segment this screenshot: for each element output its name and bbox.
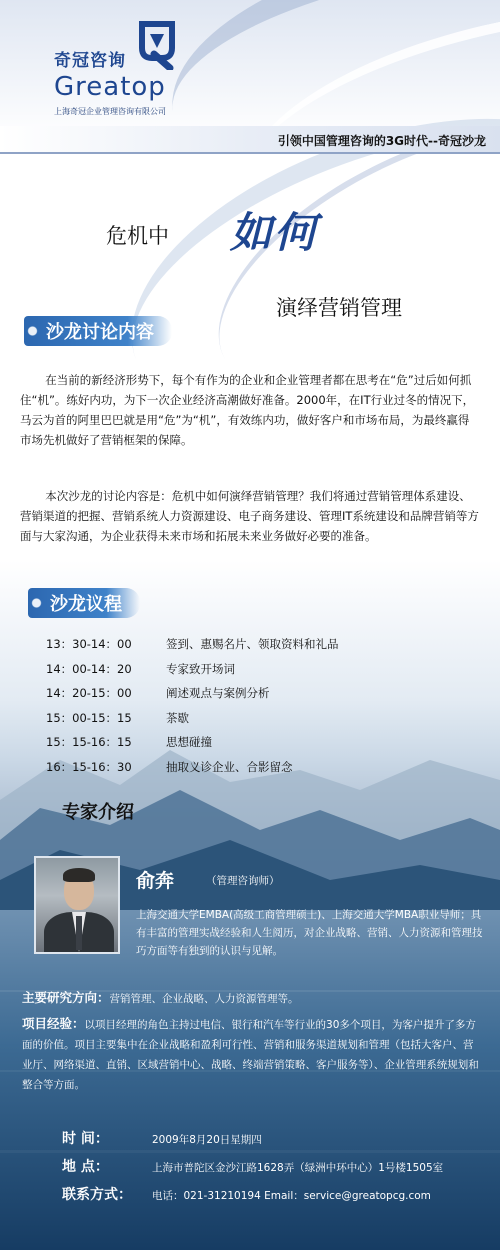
research-direction [22,988,482,1009]
contact-label: 联系方式： [62,1187,132,1203]
agenda-time: 16：15-16：30 [46,759,132,774]
agenda-item: 签到、惠赐名片、领取资料和礼品 [166,637,339,651]
agenda-time: 13：30-14：00 [46,637,132,651]
contact-value: 电话：021-31210194 Email：service@greatopcg.com [152,1190,431,1202]
project-experience [22,1014,482,1095]
expert-role: （管理咨询师） [206,875,280,887]
time-value: 2009年8月20日星期四 [152,1134,262,1146]
project-label: 项目经验： [22,1016,85,1031]
company-logo [54,20,184,116]
agenda-item: 抽取义诊企业、合影留念 [166,759,293,774]
section-title-agenda: 沙龙议程 [28,588,140,618]
agenda-item: 专家致开场词 [166,661,235,676]
agenda-list [46,636,466,783]
agenda-item: 茶歇 [166,710,189,725]
agenda-time: 14：00-14：20 [46,661,132,676]
headline-part3: 演绎营销管理 [276,296,402,320]
time-label: 时 间： [62,1131,109,1147]
agenda-row [46,636,466,661]
agenda-item: 阐述观点与案例分析 [166,686,270,700]
logo-company-name: 上海奇冠企业管理咨询有限公司 [54,107,166,116]
headline-part2: 如何 [230,208,319,257]
agenda-time: 15：15-16：15 [46,735,132,749]
section-title-experts: 专家介绍 [62,802,134,823]
agenda-time: 15：00-15：15 [46,710,132,725]
discussion-paragraph-1: 在当前的新经济形势下，每个有作为的企业和企业管理者都在思考在“危”过后如何抓住“机”。练好内功，为下一次企业经济高潮做好准备。2000年，在IT行业过冬的情况下，马云为首的阿里巴巴就是用“危”为“机”，有效练内功，做好客户和市场布局，为最终赢得市场先机做好了营销框架的保障。 [20,373,475,447]
place-value: 上海市普陀区金沙江路1628弄（绿洲中环中心）1号楼1505室 [152,1162,444,1174]
agenda-row [46,759,466,784]
discussion-paragraph-2: 本次沙龙的讨论内容是：危机中如何演绎营销管理？我们将通过营销管理体系建设、营销渠道的把握、营销系统人力资源建设、电子商务建设、管理IT系统建设和品牌营销等方面与大家沟通，为企业获得未来市场和拓展未来业务做好必要的准备。 [20,489,479,543]
agenda-row [46,710,466,735]
agenda-time: 14：20-15：00 [46,686,132,700]
logo-name-cn: 奇冠咨询 [54,51,126,71]
event-time [62,1128,492,1148]
agenda-row [46,685,466,710]
place-label: 地 点： [62,1159,109,1175]
section-title-discussion: 沙龙讨论内容 [24,316,172,346]
project-value: 以项目经理的角色主持过电信、银行和汽车等行业的30多个项目，为客户提升了多方面的价值。项目主要集中在企业战略和盈利可行性、营销和服务渠道规划和管理（包括大客户、营业厅、网络渠道、直销、区域营销中心、战略、终端营销策略、客户服务等）、企业管理系统规划和整合等方面。 [22,1019,479,1091]
research-value: 营销管理、企业战略、人力资源管理等。 [109,993,299,1005]
event-contact [62,1184,492,1204]
agenda-item: 思想碰撞 [166,735,212,749]
slogan-text: 引领中国管理咨询的3G时代--奇冠沙龙 [277,134,486,148]
expert-name: 俞奔 [136,870,175,892]
agenda-row [46,661,466,686]
agenda-row [46,734,466,759]
logo-name-en: Greatop [54,72,166,102]
headline-part1: 危机中 [106,224,169,248]
research-label: 主要研究方向： [22,990,110,1005]
expert-photo [34,856,120,954]
event-place [62,1156,492,1176]
logo-mark-icon [136,20,178,70]
expert-bio: 上海交通大学EMBA(高级工商管理硕士)、上海交通大学MBA职业导师；具有丰富的管理实战经验和人生阅历，对企业战略、营销、人力资源和管理技巧方面等有独到的认识与见解。 [136,909,483,957]
